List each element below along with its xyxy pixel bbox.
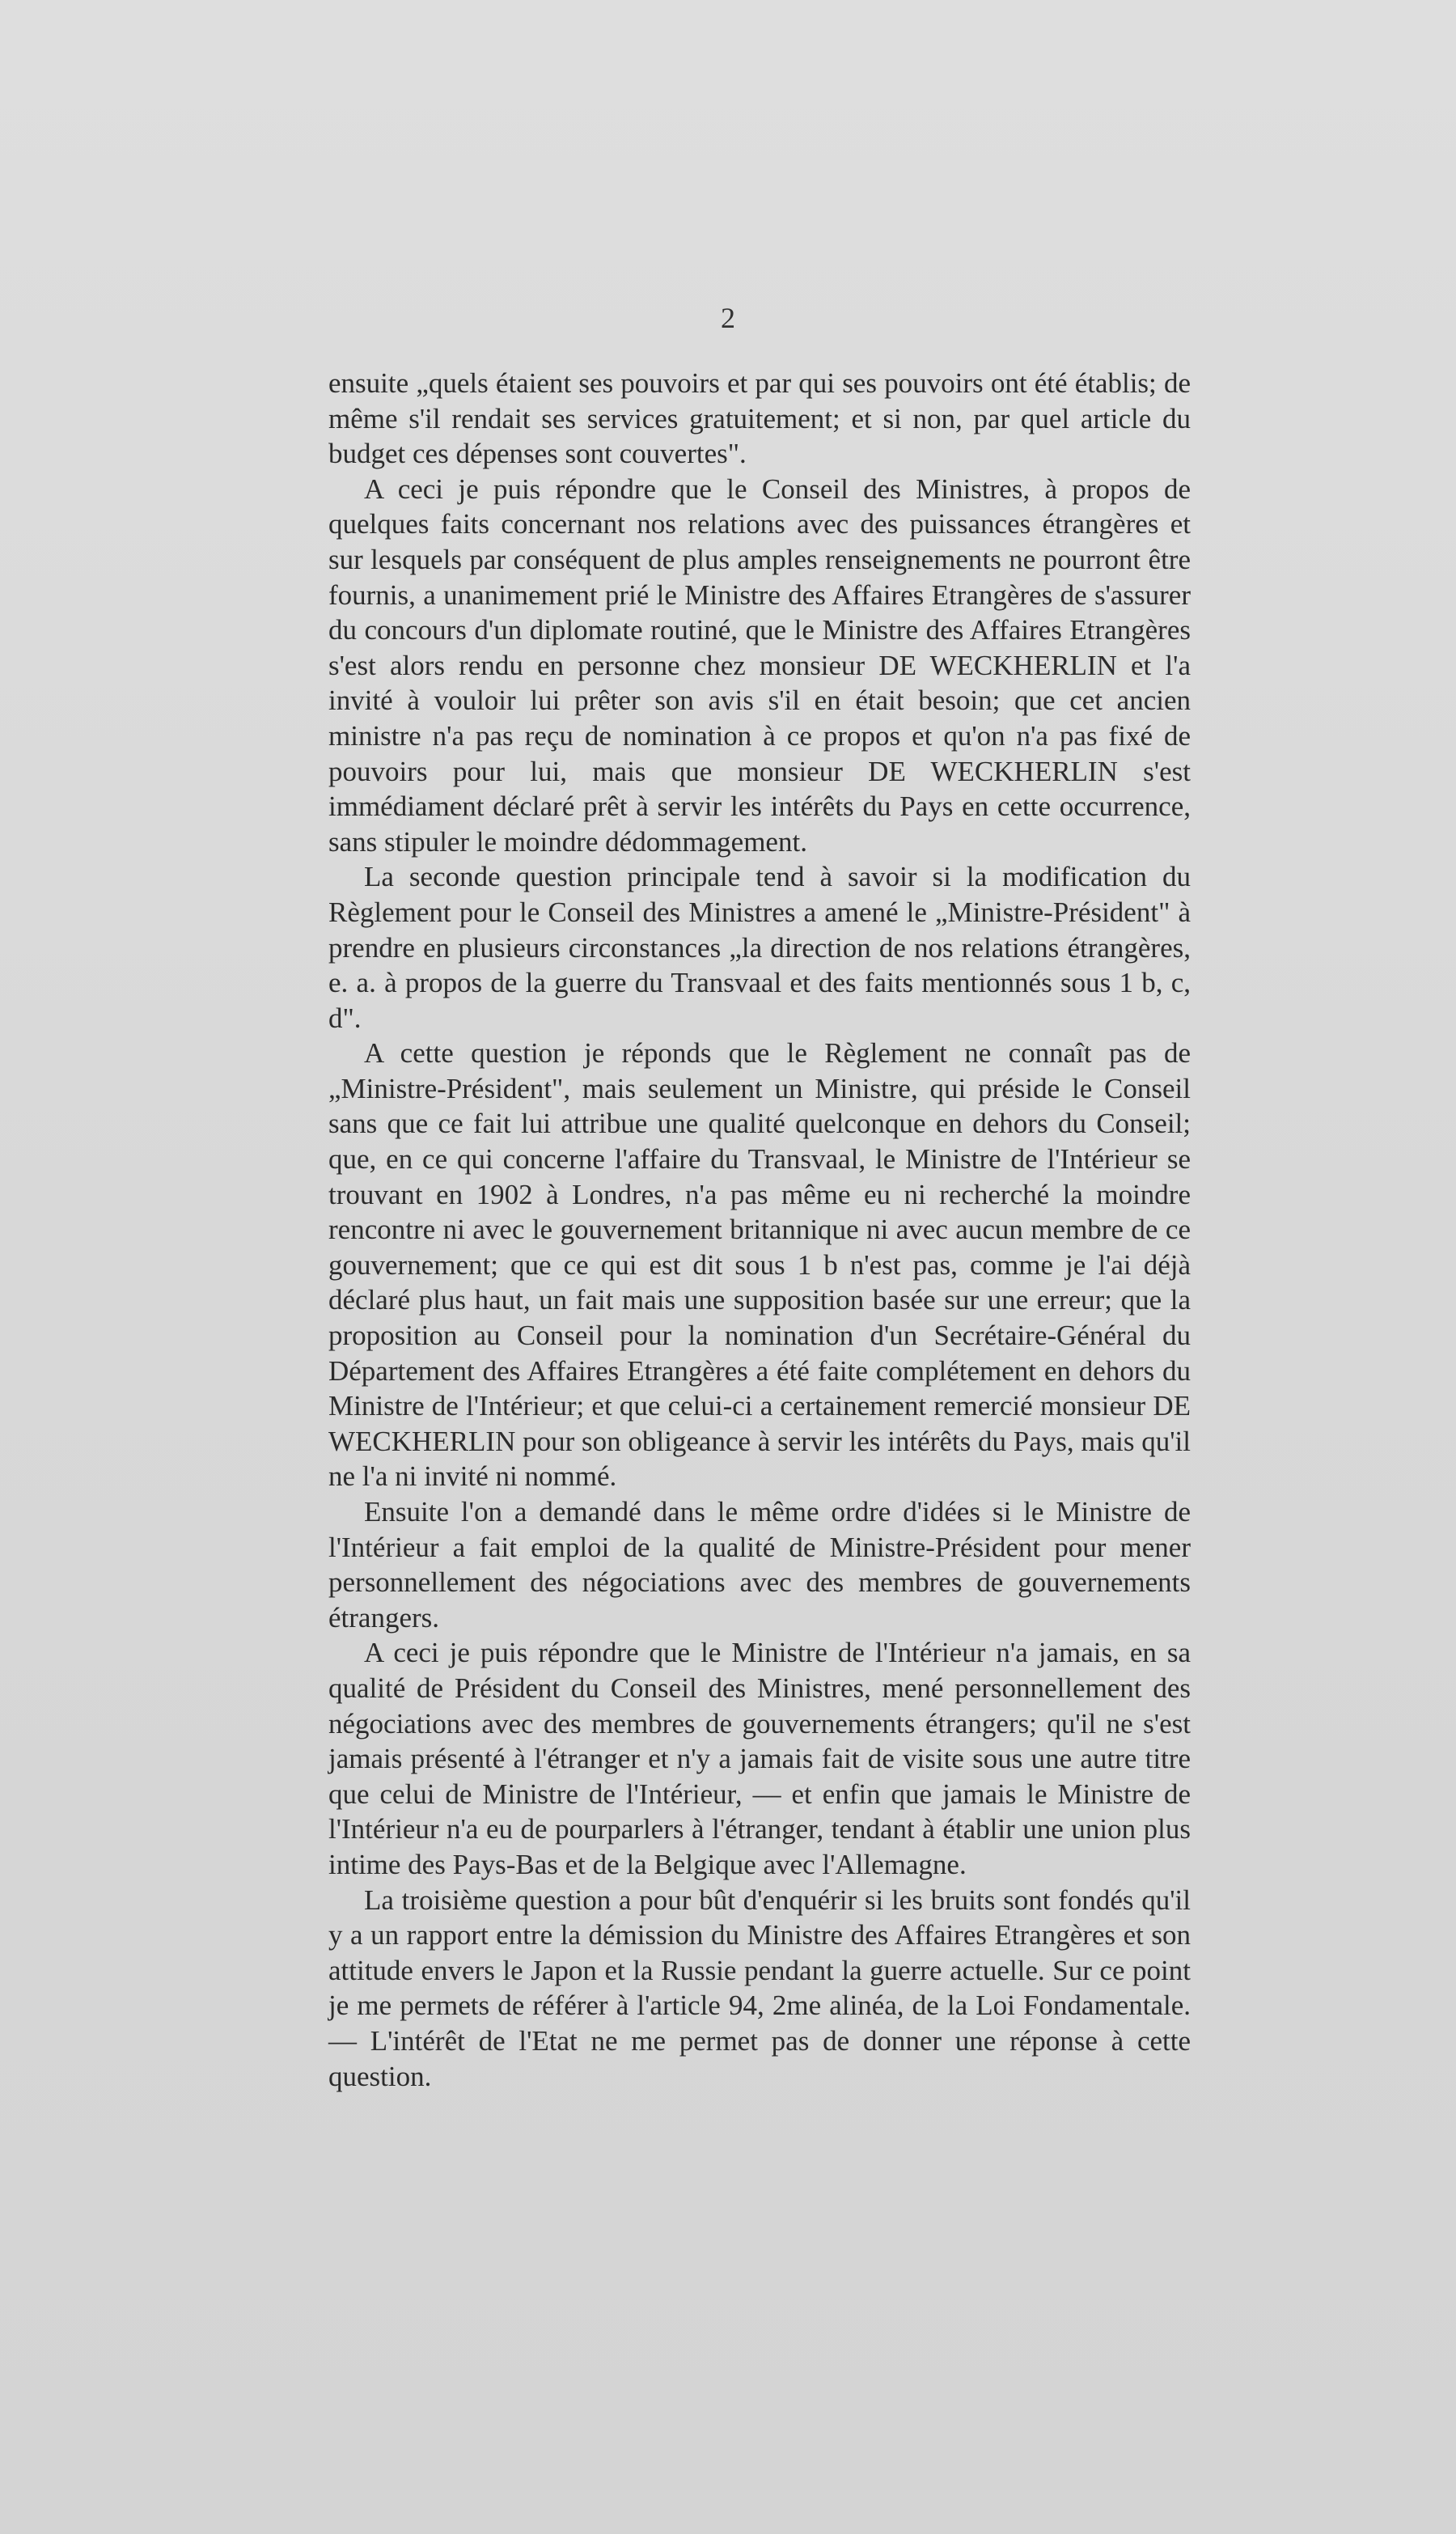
paragraph-6: A ceci je puis répondre que le Ministre de l'Intérieur n'a jamais, en sa qualité de Président du Conseil des Ministres, mené personnellement des négociations avec des membres de gouvernements étrangers; qu'il ne s'est jamais présenté à l'étranger et n'y a jamais fait de visite sous une autre titre que celui de Ministre de l'Intérieur, — et enfin que jamais le Ministre de l'Intérieur n'a eu de pourparlers à l'étranger, tendant à établir une union plus intime des Pays-Bas et de la Belgique avec l'Allemagne. <box>328 1637 1191 1880</box>
paragraph-1: ensuite „quels étaient ses pouvoirs et par qui ses pouvoirs ont été établis; de même s'il rendait ses services gratuitement; et si non, par quel article du budget ces dépenses sont couvertes". <box>328 367 1191 470</box>
paragraph-2: A ceci je puis répondre que le Conseil des Ministres, à propos de quelques faits concernant nos relations avec des puissances étrangères et sur lesquels par conséquent de plus amples renseignements ne pourront être fournis, a unanimement prié le Ministre des Affaires Etrangères de s'assurer du concours d'un diplomate routiné, que le Ministre des Affaires Etrangères s'est alors rendu en personne chez monsieur DE WECKHERLIN et l'a invité à vouloir lui prêter son avis s'il en était besoin; que cet ancien ministre n'a pas reçu de nomination à ce propos et qu'on n'a pas fixé de pouvoirs pour lui, mais que monsieur DE WECKHERLIN s'est immédiament déclaré prêt à servir les intérêts du Pays en cette occurrence, sans stipuler le moindre dédommagement. <box>328 472 1191 858</box>
page-number: 2 <box>721 302 735 334</box>
body-text <box>328 366 1191 2094</box>
paragraph-3: La seconde question principale tend à savoir si la modification du Règlement pour le Conseil des Ministres a amené le „Ministre-Président" à prendre en plusieurs circonstances „la direction de nos relations étrangères, e. a. à propos de la guerre du Transvaal et des faits mentionnés sous 1 b, c, d". <box>328 861 1191 1034</box>
paragraph-7: La troisième question a pour bût d'enquérir si les bruits sont fondés qu'il y a un rapport entre la démission du Ministre des Affaires Etrangères et son attitude envers le Japon et la Russie pendant la guerre actuelle. Sur ce point je me permets de référer à l'article 94, 2me alinéa, de la Loi Fondamentale. — L'intérêt de l'Etat ne me permet pas de donner une réponse à cette question. <box>328 1884 1191 2092</box>
paragraph-4: A cette question je réponds que le Règlement ne connaît pas de „Ministre-Président", mais seulement un Ministre, qui préside le Conseil sans que ce fait lui attribue une qualité quelconque en dehors du Conseil; que, en ce qui concerne l'affaire du Transvaal, le Ministre de l'Intérieur se trouvant en 1902 à Londres, n'a pas même eu ni recherché la moindre rencontre ni avec le gouvernement britannique ni avec aucun membre de ce gouvernement; que ce qui est dit sous 1 b n'est pas, comme je l'ai déjà déclaré plus haut, un fait mais une supposition basée sur une erreur; que la proposition au Conseil pour la nomination d'un Secrétaire-Général du Département des Affaires Etrangères a été faite complétement en dehors du Ministre de l'Intérieur; et que celui-ci a certainement remercié monsieur DE WECKHERLIN pour son obligeance à servir les intérêts du Pays, mais qu'il ne l'a ni invité ni nommé. <box>328 1037 1191 1493</box>
paragraph-5: Ensuite l'on a demandé dans le même ordre d'idées si le Ministre de l'Intérieur a fait emploi de la qualité de Ministre-Président pour mener personnellement des négociations avec des membres de gouvernements étrangers. <box>328 1496 1191 1634</box>
